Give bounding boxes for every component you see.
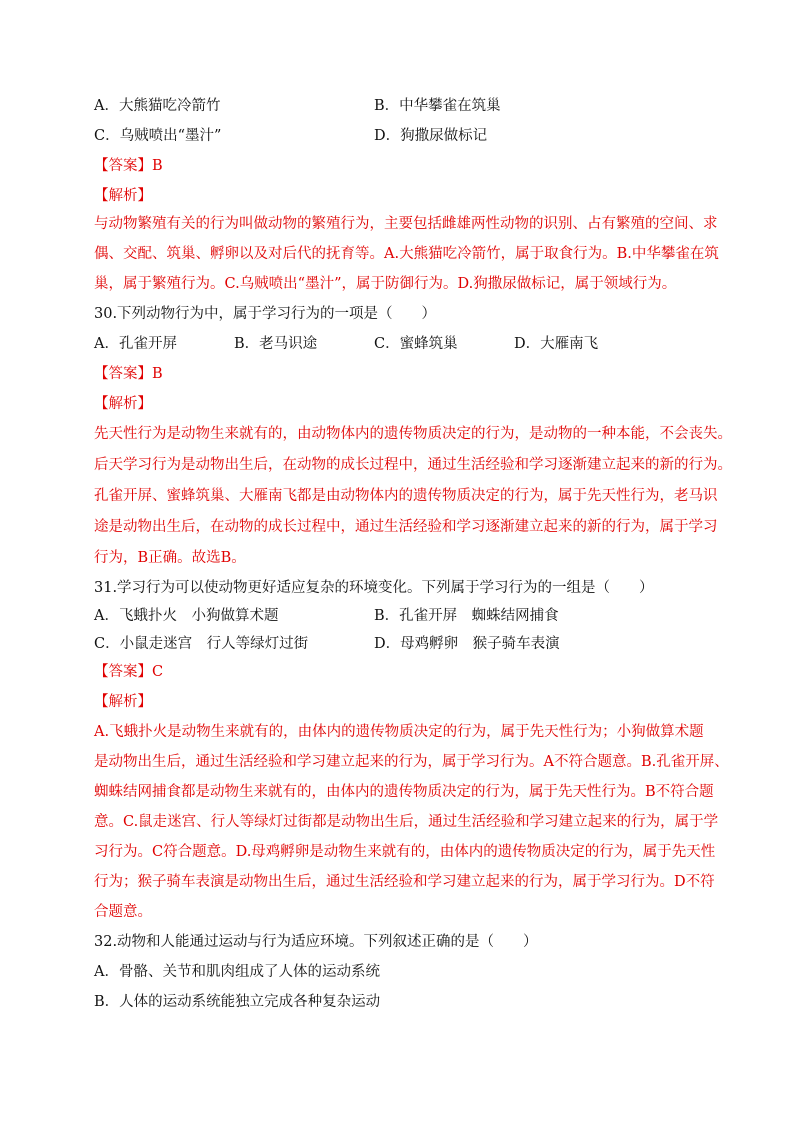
q31-stem: 31.学习行为可以使动物更好适应复杂的环境变化。下列属于学习行为的一组是（ ） (94, 580, 654, 596)
q30-option-c: C．蜜蜂筑巢 (374, 336, 458, 352)
q31-analysis-line: 蜘蛛结网捕食都是动物生来就有的，由体内的遗传物质决定的行为，属于先天性行为。B不符合题 (94, 784, 714, 800)
q29-option-a: A．大熊猫吃冷箭竹 (94, 98, 221, 114)
q32-option-a: A．骨骼、关节和肌肉组成了人体的运动系统 (94, 964, 380, 980)
q30-analysis-line: 后天学习行为是动物出生后，在动物的成长过程中，通过生活经验和学习逐渐建立起来的新的行为。 (94, 457, 732, 473)
q31-analysis-line: 是动物出生后，通过生活经验和学习建立起来的行为，属于学习行为。A不符合题意。B.孔雀开屏、 (94, 754, 729, 770)
q31-analysis-line: 行为；猴子骑车表演是动物出生后，通过生活经验和学习建立起来的行为，属于学习行为。D不符 (94, 874, 715, 890)
q30-analysis-line: 孔雀开屏、蜜蜂筑巢、大雁南飞都是由动物体内的遗传物质决定的行为，属于先天性行为，老马识 (94, 488, 718, 504)
q30-answer: 【答案】B (94, 366, 163, 382)
q31-analysis-line: 意。C.鼠走迷宫、行人等绿灯过街都是动物出生后，通过生活经验和学习建立起来的行为，属于学 (94, 814, 719, 830)
q29-option-b: B．中华攀雀在筑巢 (374, 98, 501, 114)
q31-option-a: A．飞蛾扑火 小狗做算术题 (94, 608, 279, 624)
q29-analysis-label: 【解析】 (94, 188, 152, 204)
q30-option-a: A．孔雀开屏 (94, 336, 177, 352)
q31-analysis-line: 习行为。C符合题意。D.母鸡孵卵是动物生来就有的，由体内的遗传物质决定的行为，属于先天性 (94, 844, 716, 860)
q30-option-b: B．老马识途 (234, 336, 318, 352)
q30-stem: 30.下列动物行为中，属于学习行为的一项是（ ） (94, 306, 437, 322)
q29-analysis-line: 与动物繁殖有关的行为叫做动物的繁殖行为，主要包括雌雄两性动物的识别、占有繁殖的空间、求 (94, 216, 718, 232)
q29-option-d: D．狗撒尿做标记 (374, 128, 488, 144)
q29-analysis-line: 偶、交配、筑巢、孵卵以及对后代的抚育等。A.大熊猫吃冷箭竹，属于取食行为。B.中华攀雀在筑 (94, 246, 719, 262)
q29-answer: 【答案】B (94, 158, 163, 174)
q31-analysis-label: 【解析】 (94, 694, 152, 710)
q30-analysis-line: 先天性行为是动物生来就有的，由动物体内的遗传物质决定的行为，是动物的一种本能，不会丧失。 (94, 426, 732, 442)
q30-analysis-label: 【解析】 (94, 396, 152, 412)
q32-stem: 32.动物和人能通过运动与行为适应环境。下列叙述正确的是（ ） (94, 934, 538, 950)
q31-analysis-line: 合题意。 (94, 904, 152, 920)
q31-answer: 【答案】C (94, 664, 164, 680)
q31-analysis-line: A.飞蛾扑火是动物生来就有的，由体内的遗传物质决定的行为，属于先天性行为；小狗做算术题 (94, 724, 704, 740)
q29-option-c: C．乌贼喷出“墨汁” (94, 128, 222, 144)
q30-option-d: D．大雁南飞 (514, 336, 599, 352)
q30-analysis-line: 途是动物出生后，在动物的成长过程中，通过生活经验和学习逐渐建立起来的新的行为，属于学习 (94, 519, 718, 535)
q32-option-b: B．人体的运动系统能独立完成各种复杂运动 (94, 994, 381, 1010)
q31-option-d: D．母鸡孵卵 猴子骑车表演 (374, 636, 560, 652)
q29-analysis-line: 巢，属于繁殖行为。C.乌贼喷出“墨汁”，属于防御行为。D.狗撒尿做标记，属于领域行为。 (94, 276, 677, 292)
q31-option-c: C．小鼠走迷宫 行人等绿灯过街 (94, 636, 309, 652)
q30-analysis-line: 行为，B正确。故选B。 (94, 550, 246, 566)
q31-option-b: B．孔雀开屏 蜘蛛结网捕食 (374, 608, 559, 624)
